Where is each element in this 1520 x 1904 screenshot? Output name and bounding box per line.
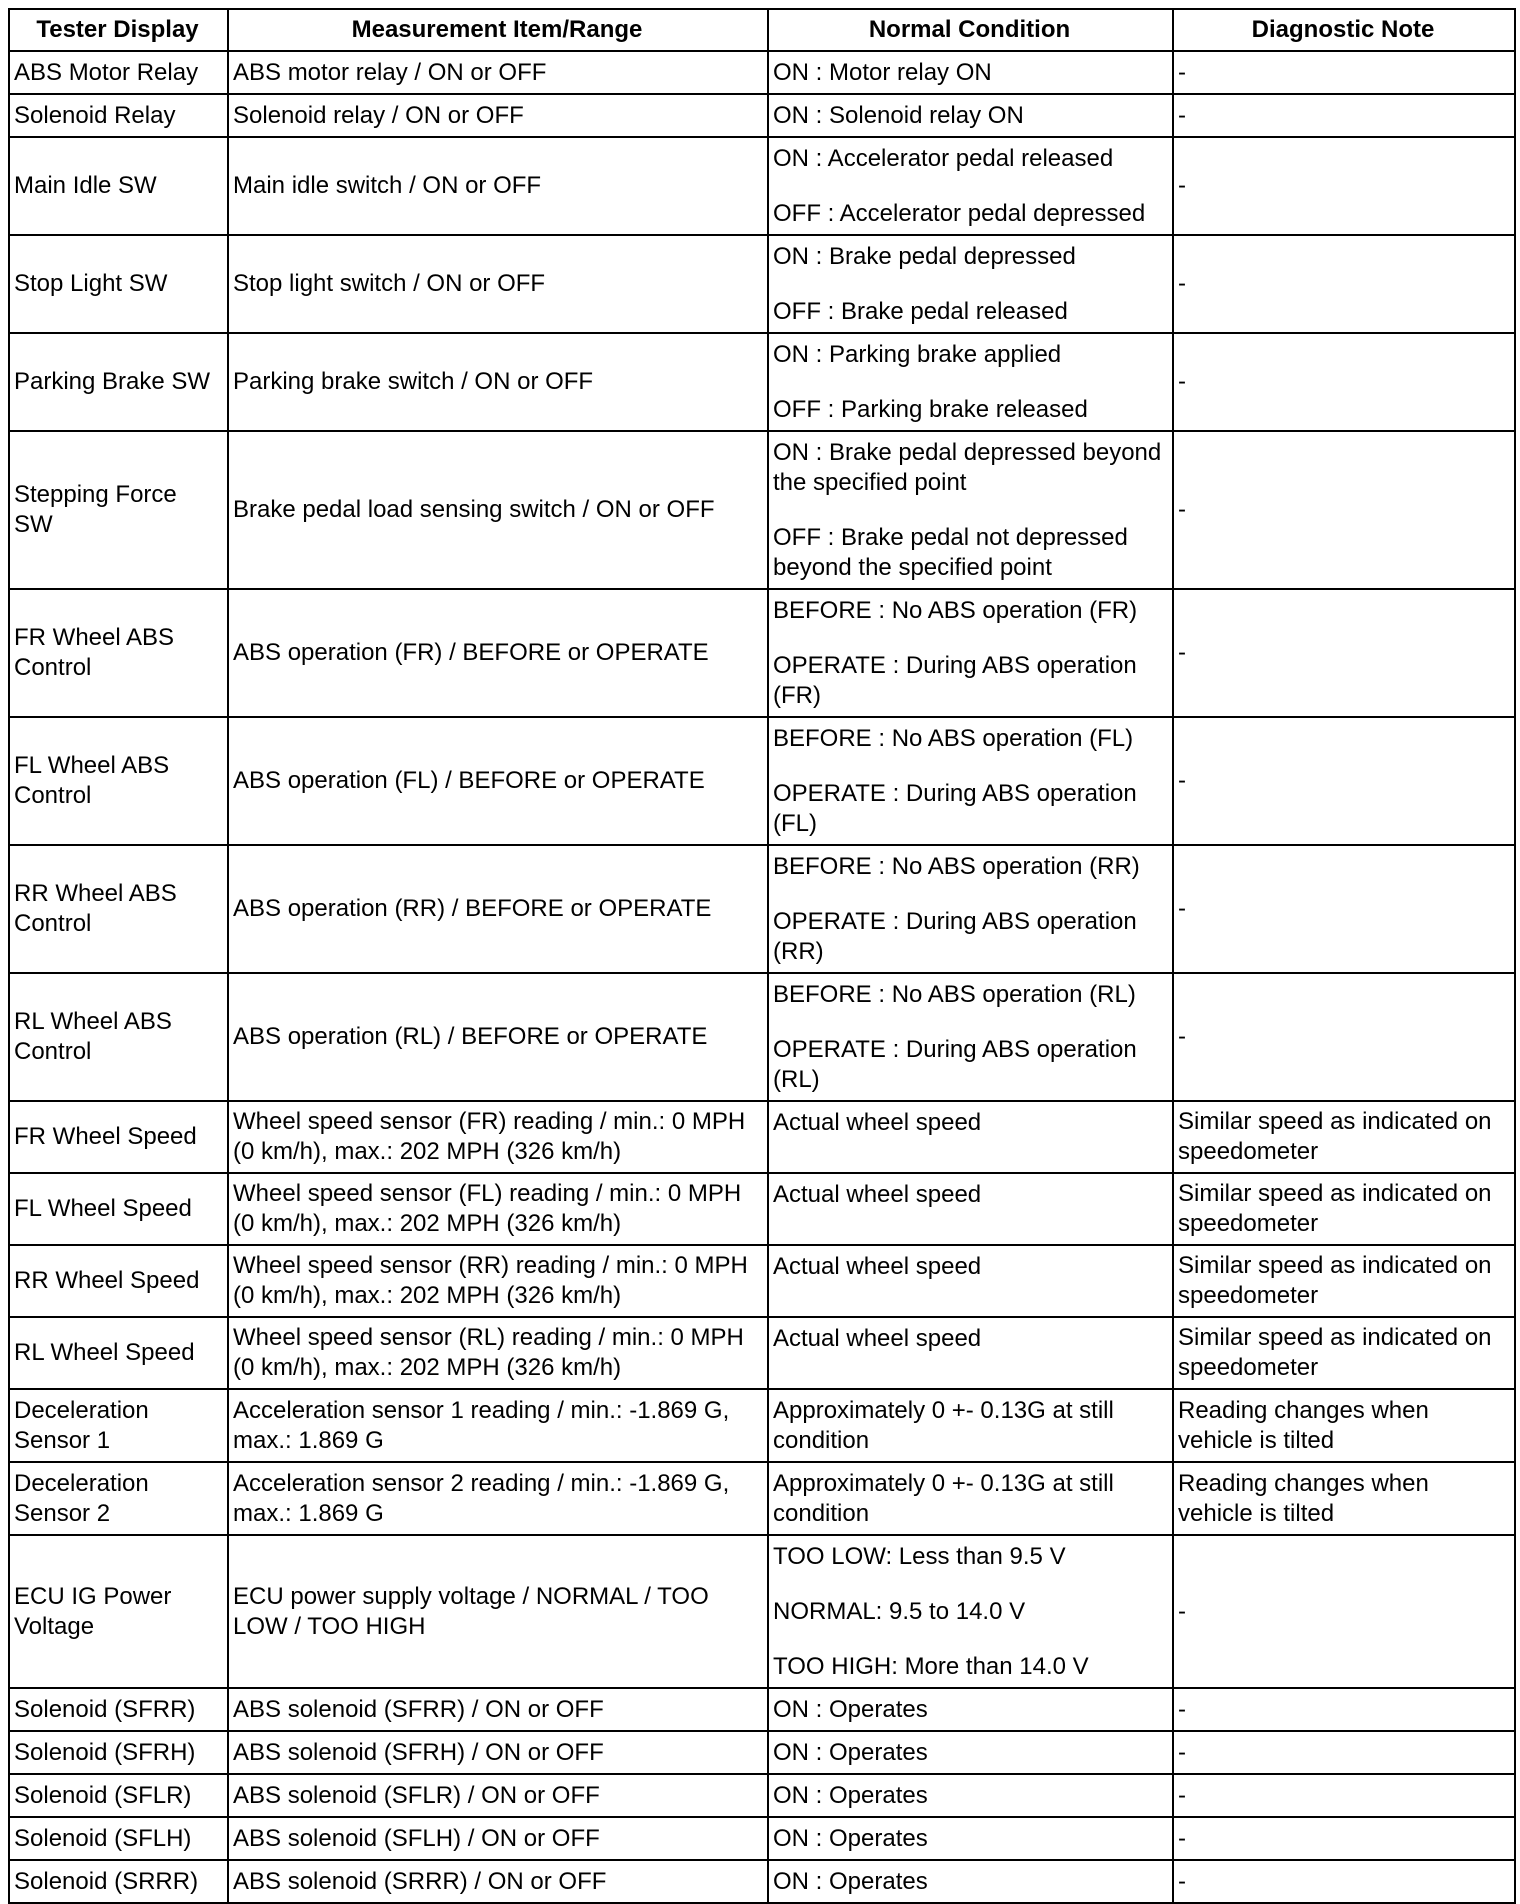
normal-condition-cell: [768, 1774, 1173, 1817]
condition-line: BEFORE : No ABS operation (FR): [773, 597, 1138, 624]
condition-line: ON : Brake pedal depressed beyond the specified point: [773, 439, 1162, 496]
measurement-item-cell: Solenoid relay / ON or OFF: [228, 94, 768, 137]
table-body: [9, 51, 1515, 1903]
header-measurement-item: Measurement Item/Range: [228, 9, 768, 51]
diagnostic-note-cell: Similar speed as indicated on speedometer: [1173, 1101, 1515, 1173]
tester-display-cell: FR Wheel ABS Control: [9, 589, 228, 717]
normal-condition-cell: [768, 1245, 1173, 1317]
table-row: [9, 1462, 1515, 1535]
condition-line: Approximately 0 +- 0.13G at still condition: [773, 1470, 1114, 1527]
header-tester-display: Tester Display: [9, 9, 228, 51]
condition-line: ON : Operates: [773, 1782, 928, 1809]
header-row: [9, 9, 1515, 51]
condition-line: NORMAL: 9.5 to 14.0 V: [773, 1598, 1026, 1625]
normal-condition-cell: [768, 431, 1173, 589]
data-list-table: [8, 8, 1516, 1904]
condition-line: BEFORE : No ABS operation (RL): [773, 981, 1136, 1008]
normal-condition-cell: [768, 973, 1173, 1101]
table-row: [9, 1731, 1515, 1774]
measurement-item-cell: Wheel speed sensor (FL) reading / min.: 0 MPH (0 km/h), max.: 202 MPH (326 km/h): [228, 1173, 768, 1245]
tester-display-cell: Stop Light SW: [9, 235, 228, 333]
condition-line: ON : Accelerator pedal released: [773, 145, 1114, 172]
condition-line: ON : Operates: [773, 1825, 928, 1852]
tester-display-cell: Solenoid (SRRR): [9, 1860, 228, 1903]
tester-display-cell: FR Wheel Speed: [9, 1101, 228, 1173]
table-row: [9, 1860, 1515, 1903]
tester-display-cell: Stepping Force SW: [9, 431, 228, 589]
measurement-item-cell: ABS solenoid (SFRH) / ON or OFF: [228, 1731, 768, 1774]
measurement-item-cell: ABS operation (RL) / BEFORE or OPERATE: [228, 973, 768, 1101]
measurement-item-cell: Acceleration sensor 1 reading / min.: -1.869 G, max.: 1.869 G: [228, 1389, 768, 1462]
diagnostic-note-cell: -: [1173, 1860, 1515, 1903]
tester-display-cell: RL Wheel ABS Control: [9, 973, 228, 1101]
measurement-item-cell: ABS solenoid (SRRR) / ON or OFF: [228, 1860, 768, 1903]
condition-line: TOO HIGH: More than 14.0 V: [773, 1653, 1089, 1680]
normal-condition-cell: [768, 1389, 1173, 1462]
diagnostic-note-cell: -: [1173, 589, 1515, 717]
table-row: [9, 94, 1515, 137]
condition-line: Actual wheel speed: [773, 1253, 982, 1280]
tester-display-cell: Solenoid (SFLR): [9, 1774, 228, 1817]
measurement-item-cell: ABS solenoid (SFRR) / ON or OFF: [228, 1688, 768, 1731]
header-normal-condition: Normal Condition: [768, 9, 1173, 51]
condition-line: ON : Operates: [773, 1868, 928, 1895]
tester-display-cell: ECU IG Power Voltage: [9, 1535, 228, 1688]
condition-line: ON : Motor relay ON: [773, 59, 992, 86]
diagnostic-note-cell: -: [1173, 973, 1515, 1101]
normal-condition-cell: [768, 1535, 1173, 1688]
table-row: [9, 589, 1515, 717]
tester-display-cell: FL Wheel Speed: [9, 1173, 228, 1245]
tester-display-cell: Solenoid (SFRR): [9, 1688, 228, 1731]
condition-line: Actual wheel speed: [773, 1181, 982, 1208]
normal-condition-cell: [768, 845, 1173, 973]
condition-line: OFF : Accelerator pedal depressed: [773, 200, 1146, 227]
condition-line: ON : Parking brake applied: [773, 341, 1062, 368]
table-row: [9, 1317, 1515, 1389]
diagnostic-note-cell: -: [1173, 235, 1515, 333]
table-row: [9, 235, 1515, 333]
table-row: [9, 1688, 1515, 1731]
table-row: [9, 1101, 1515, 1173]
measurement-item-cell: Wheel speed sensor (FR) reading / min.: 0 MPH (0 km/h), max.: 202 MPH (326 km/h): [228, 1101, 768, 1173]
diagnostic-note-cell: Similar speed as indicated on speedometer: [1173, 1173, 1515, 1245]
tester-display-cell: RR Wheel ABS Control: [9, 845, 228, 973]
measurement-item-cell: Wheel speed sensor (RR) reading / min.: 0 MPH (0 km/h), max.: 202 MPH (326 km/h): [228, 1245, 768, 1317]
diagnostic-note-cell: Similar speed as indicated on speedometer: [1173, 1245, 1515, 1317]
condition-line: OFF : Brake pedal not depressed beyond the specified point: [773, 524, 1128, 581]
condition-line: ON : Operates: [773, 1696, 928, 1723]
diagnostic-note-cell: Reading changes when vehicle is tilted: [1173, 1389, 1515, 1462]
diagnostic-note-cell: -: [1173, 51, 1515, 94]
condition-line: Actual wheel speed: [773, 1109, 982, 1136]
measurement-item-cell: Wheel speed sensor (RL) reading / min.: 0 MPH (0 km/h), max.: 202 MPH (326 km/h): [228, 1317, 768, 1389]
tester-display-cell: ABS Motor Relay: [9, 51, 228, 94]
table-row: [9, 333, 1515, 431]
condition-line: ON : Brake pedal depressed: [773, 243, 1076, 270]
normal-condition-cell: [768, 1688, 1173, 1731]
tester-display-cell: Deceleration Sensor 2: [9, 1462, 228, 1535]
measurement-item-cell: ABS motor relay / ON or OFF: [228, 51, 768, 94]
tester-display-cell: RR Wheel Speed: [9, 1245, 228, 1317]
header-diagnostic-note: Diagnostic Note: [1173, 9, 1515, 51]
condition-line: Actual wheel speed: [773, 1325, 982, 1352]
diagnostic-note-cell: -: [1173, 717, 1515, 845]
condition-line: OPERATE : During ABS operation (RL): [773, 1036, 1137, 1093]
condition-line: ON : Operates: [773, 1739, 928, 1766]
tester-display-cell: Parking Brake SW: [9, 333, 228, 431]
diagnostic-note-cell: -: [1173, 1731, 1515, 1774]
measurement-item-cell: Main idle switch / ON or OFF: [228, 137, 768, 235]
normal-condition-cell: [768, 1731, 1173, 1774]
table-row: [9, 717, 1515, 845]
normal-condition-cell: [768, 51, 1173, 94]
tester-display-cell: Main Idle SW: [9, 137, 228, 235]
normal-condition-cell: [768, 1173, 1173, 1245]
table-row: [9, 973, 1515, 1101]
normal-condition-cell: [768, 137, 1173, 235]
measurement-item-cell: ABS solenoid (SFLR) / ON or OFF: [228, 1774, 768, 1817]
table-row: [9, 431, 1515, 589]
measurement-item-cell: Stop light switch / ON or OFF: [228, 235, 768, 333]
condition-line: TOO LOW: Less than 9.5 V: [773, 1543, 1066, 1570]
normal-condition-cell: [768, 1317, 1173, 1389]
diagnostic-note-cell: -: [1173, 1688, 1515, 1731]
condition-line: OPERATE : During ABS operation (FL): [773, 780, 1137, 837]
measurement-item-cell: Acceleration sensor 2 reading / min.: -1.869 G, max.: 1.869 G: [228, 1462, 768, 1535]
diagnostic-note-cell: -: [1173, 431, 1515, 589]
measurement-item-cell: ABS operation (FL) / BEFORE or OPERATE: [228, 717, 768, 845]
condition-line: ON : Solenoid relay ON: [773, 102, 1024, 129]
table-row: [9, 1774, 1515, 1817]
condition-line: BEFORE : No ABS operation (FL): [773, 725, 1134, 752]
tester-display-cell: FL Wheel ABS Control: [9, 717, 228, 845]
diagnostic-note-cell: -: [1173, 845, 1515, 973]
normal-condition-cell: [768, 333, 1173, 431]
condition-line: BEFORE : No ABS operation (RR): [773, 853, 1140, 880]
table-row: [9, 1389, 1515, 1462]
measurement-item-cell: Parking brake switch / ON or OFF: [228, 333, 768, 431]
table-row: [9, 845, 1515, 973]
diagnostic-note-cell: Reading changes when vehicle is tilted: [1173, 1462, 1515, 1535]
tester-display-cell: Solenoid (SFLH): [9, 1817, 228, 1860]
normal-condition-cell: [768, 1817, 1173, 1860]
table-row: [9, 1535, 1515, 1688]
diagnostic-note-cell: -: [1173, 94, 1515, 137]
normal-condition-cell: [768, 1860, 1173, 1903]
normal-condition-cell: [768, 717, 1173, 845]
table-row: [9, 51, 1515, 94]
condition-line: OPERATE : During ABS operation (RR): [773, 908, 1137, 965]
tester-display-cell: Solenoid (SFRH): [9, 1731, 228, 1774]
measurement-item-cell: Brake pedal load sensing switch / ON or OFF: [228, 431, 768, 589]
diagnostic-note-cell: -: [1173, 1817, 1515, 1860]
condition-line: OFF : Brake pedal released: [773, 298, 1068, 325]
condition-line: OPERATE : During ABS operation (FR): [773, 652, 1137, 709]
diagnostic-note-cell: -: [1173, 137, 1515, 235]
table-row: [9, 137, 1515, 235]
normal-condition-cell: [768, 235, 1173, 333]
measurement-item-cell: ABS solenoid (SFLH) / ON or OFF: [228, 1817, 768, 1860]
diagnostic-note-cell: -: [1173, 1535, 1515, 1688]
diagnostic-note-cell: -: [1173, 1774, 1515, 1817]
diagnostic-note-cell: -: [1173, 333, 1515, 431]
diagnostic-note-cell: Similar speed as indicated on speedometer: [1173, 1317, 1515, 1389]
measurement-item-cell: ECU power supply voltage / NORMAL / TOO LOW / TOO HIGH: [228, 1535, 768, 1688]
table-header: [9, 9, 1515, 51]
condition-line: OFF : Parking brake released: [773, 396, 1088, 423]
tester-display-cell: RL Wheel Speed: [9, 1317, 228, 1389]
measurement-item-cell: ABS operation (RR) / BEFORE or OPERATE: [228, 845, 768, 973]
condition-line: Approximately 0 +- 0.13G at still condition: [773, 1397, 1114, 1454]
tester-display-cell: Solenoid Relay: [9, 94, 228, 137]
normal-condition-cell: [768, 1462, 1173, 1535]
normal-condition-cell: [768, 1101, 1173, 1173]
measurement-item-cell: ABS operation (FR) / BEFORE or OPERATE: [228, 589, 768, 717]
table-row: [9, 1173, 1515, 1245]
table-row: [9, 1817, 1515, 1860]
normal-condition-cell: [768, 94, 1173, 137]
table-row: [9, 1245, 1515, 1317]
tester-display-cell: Deceleration Sensor 1: [9, 1389, 228, 1462]
normal-condition-cell: [768, 589, 1173, 717]
